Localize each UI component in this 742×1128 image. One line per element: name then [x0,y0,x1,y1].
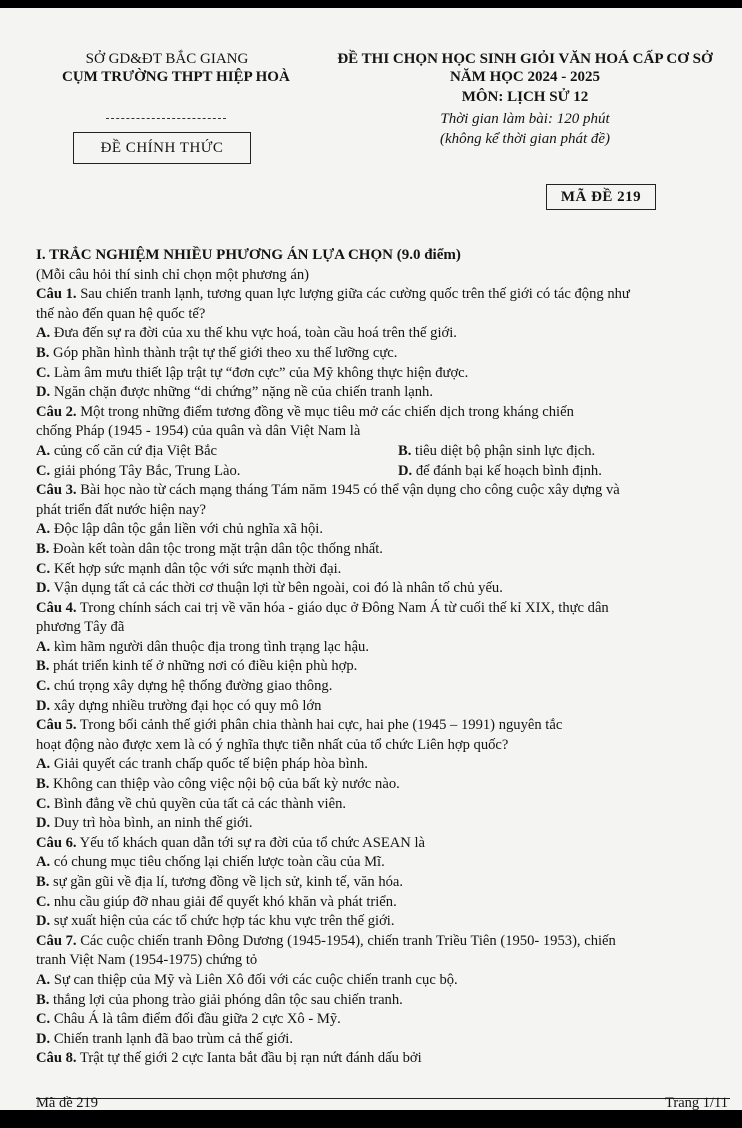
answer-option [398,442,595,462]
option-text: Bình đẳng về chủ quyền của tất cả các thành viên. [50,795,347,812]
footer-divider [36,1098,730,1099]
option-text: Vận dụng tất cả các thời cơ thuận lợi từ bên ngoài, coi đó là nhân tố chủ yếu. [50,580,503,597]
question-text: Yếu tố khách quan dẫn tới sự ra đời của tổ chức ASEAN là [76,834,425,851]
exam-body [36,246,730,1069]
cluster-name: CỤM TRƯỜNG THPT HIỆP HOÀ [62,69,290,85]
answer-option [36,383,730,403]
question-stem-continued [36,618,730,638]
exam-time: Thời gian làm bài: 120 phút [440,111,610,127]
question-text: phát triển đất nước hiện nay? [36,501,207,518]
option-text: thắng lợi của phong trào giải phóng dân tộc sau chiến tranh. [49,991,403,1008]
question-number: Câu 3. [36,482,77,499]
answer-option [36,873,730,893]
question-text: phương Tây đã [36,619,125,636]
option-letter: D. [36,1030,51,1047]
option-letter: D. [36,913,51,930]
exam-code: MÃ ĐỀ 219 [560,188,642,205]
question-stem [36,834,730,854]
option-letter: C. [36,678,51,695]
option-text: chú trọng xây dựng hệ thống đường giao thông. [50,678,333,695]
option-letter: B. [36,991,50,1008]
option-letter: B. [36,344,50,361]
divider-dashed [106,118,226,119]
answer-option [36,912,730,932]
question-stem [36,1049,730,1069]
question-number: Câu 4. [36,599,77,616]
answer-option [36,775,730,795]
answer-option [36,1010,730,1030]
option-letter: D. [36,580,51,597]
option-letter: C. [36,462,51,479]
exam-time-note: (không kể thời gian phát đề) [439,131,611,147]
option-text: Châu Á là tâm điểm đối đầu giữa 2 cực Xô - Mỹ. [50,1011,341,1028]
answer-option [36,657,730,677]
answer-option [36,579,730,599]
option-text: tiêu diệt bộ phận sinh lực địch. [411,442,596,459]
answer-option [36,560,730,580]
question-text: Các cuộc chiến tranh Đông Dương (1945-1954), chiến tranh Triều Tiên (1950- 1953), chiến [76,932,616,949]
exam-page [0,8,742,1110]
answer-option [36,324,730,344]
answer-option [36,971,730,991]
answer-option [36,1030,730,1050]
option-text: giải phóng Tây Bắc, Trung Lào. [50,462,241,479]
option-letter: B. [36,658,50,675]
question-text: Bài học nào từ cách mạng tháng Tám năm 1945 có thể vận dụng cho công cuộc xây dựng và [76,482,620,499]
option-text: có chung mục tiêu chống lại chiến lược toàn cầu của Mĩ. [50,854,385,871]
question-stem [36,403,730,423]
question-number: Câu 6. [36,834,77,851]
option-text: xây dựng nhiều trường đại học có quy mô lớn [50,697,322,714]
option-letter: A. [36,756,51,773]
answer-option [36,814,730,834]
question-text: Trật tự thế giới 2 cực Ianta bắt đầu bị rạn nứt đánh dấu bởi [76,1050,422,1067]
answer-option [36,755,730,775]
exam-title: ĐỀ THI CHỌN HỌC SINH GIỎI VĂN HOÁ CẤP CƠ SỞ [337,51,713,67]
answer-option-row [36,442,730,462]
subject: MÔN: LỊCH SỬ 12 [461,89,589,105]
question-number: Câu 1. [36,286,77,303]
answer-option [36,344,730,364]
question-stem-continued [36,501,730,521]
answer-option [36,893,730,913]
question-text: Trong chính sách cai trị về văn hóa - giáo dục ở Đông Nam Á từ cuối thế kỉ XIX, thực dân [76,599,609,616]
option-text: sự gần gũi về địa lí, tương đồng về lịch sử, kinh tế, văn hóa. [49,874,404,890]
footer-page-number: Trang 1/11 [665,1095,728,1110]
question-stem-continued [36,305,730,325]
answer-option [36,677,730,697]
answer-option [36,991,730,1011]
option-text: Làm âm mưu thiết lập trật tự “đơn cực” của Mỹ không thực hiện được. [50,364,469,381]
answer-option-row [36,462,730,482]
option-letter: D. [36,697,51,714]
option-letter: D. [398,462,413,479]
option-letter: A. [36,854,51,871]
question-stem-continued [36,951,730,971]
option-letter: C. [36,364,51,381]
question-text: Một trong những điểm tương đồng về mục tiêu mở các chiến dịch trong kháng chiến [76,403,574,420]
option-text: Đưa đến sự ra đời của xu thế khu vực hoá, toàn cầu hoá trên thế giới. [50,325,457,342]
option-text: Góp phần hình thành trật tự thế giới theo xu thế lưỡng cực. [49,344,398,361]
option-letter: B. [36,874,50,890]
school-year: NĂM HỌC 2024 - 2025 [450,69,600,85]
answer-option [36,520,730,540]
option-letter: C. [36,795,51,812]
section-title: I. TRẮC NGHIỆM NHIỀU PHƯƠNG ÁN LỰA CHỌN (9.0 điểm) [36,247,461,263]
exam-code-box [546,184,656,210]
footer-exam-code: Mã đề 219 [36,1095,99,1110]
question-text: hoạt động nào được xem là có ý nghĩa thực tiễn nhất của tổ chức Liên hợp quốc? [36,736,509,753]
option-text: sự xuất hiện của các tổ chức hợp tác khu vực trên thế giới. [50,913,395,930]
option-letter: C. [36,560,51,577]
option-letter: C. [36,893,51,910]
question-stem [36,716,730,736]
option-text: kìm hãm người dân thuộc địa trong tình trạng lạc hậu. [50,638,369,655]
option-text: củng cố căn cứ địa Việt Bắc [50,442,218,459]
option-text: Kết hợp sức mạnh dân tộc với sức mạnh thời đại. [50,560,342,577]
answer-option [36,795,730,815]
question-number: Câu 7. [36,932,77,949]
option-text: Đoàn kết toàn dân tộc trong mặt trận dân tộc thống nhất. [49,540,383,557]
option-letter: C. [36,1011,51,1028]
option-text: Không can thiệp vào công việc nội bộ của bất kỳ nước nào. [49,776,400,793]
option-letter: A. [36,521,51,538]
option-text: Chiến tranh lạnh đã bao trùm cả thế giới. [50,1030,293,1047]
answer-option [36,638,730,658]
question-text: Trong bối cảnh thế giới phân chia thành hai cực, hai phe (1945 – 1991) nguyên tắc [76,717,563,734]
answer-option [36,540,730,560]
question-list [36,285,730,1069]
question-number: Câu 5. [36,717,77,734]
option-letter: A. [36,325,51,342]
option-letter: B. [398,442,412,459]
question-text: tranh Việt Nam (1954-1975) chứng tỏ [36,952,258,969]
option-letter: B. [36,776,50,793]
section-instruction: (Mỗi câu hỏi thí sinh chỉ chọn một phương án) [36,266,310,283]
question-stem-continued [36,736,730,756]
option-letter: D. [36,815,51,832]
option-letter: D. [36,384,51,401]
question-text: Sau chiến tranh lạnh, tương quan lực lượng giữa các cường quốc trên thế giới có tác động như [76,286,630,303]
option-text: để đánh bại kế hoạch bình định. [412,462,602,479]
option-text: Độc lập dân tộc gắn liền với chủ nghĩa xã hội. [50,521,323,538]
question-stem [36,932,730,952]
answer-option [36,853,730,873]
option-text: Ngăn chặn được những “di chứng” nặng nề của chiến tranh lạnh. [50,384,433,401]
question-stem [36,481,730,501]
question-stem-continued [36,422,730,442]
answer-option [36,462,398,482]
answer-option [36,697,730,717]
option-text: nhu cầu giúp đỡ nhau giải để quyết khó khăn và phát triển. [50,893,397,910]
option-letter: A. [36,971,51,988]
official-exam-box [73,132,251,164]
answer-option [36,442,398,462]
answer-option [398,462,602,482]
department-name: SỞ GD&ĐT BẮC GIANG [85,51,249,67]
question-text: thế nào đến quan hệ quốc tế? [36,305,206,322]
question-number: Câu 8. [36,1050,77,1067]
question-number: Câu 2. [36,403,77,420]
option-letter: B. [36,540,50,557]
option-text: phát triển kinh tế ở những nơi có điều kiện phù hợp. [49,658,358,675]
option-text: Giải quyết các tranh chấp quốc tế biện pháp hòa bình. [50,756,368,773]
option-letter: A. [36,638,51,655]
question-text: chống Pháp (1945 - 1954) của quân và dân Việt Nam là [36,423,361,440]
option-text: Sự can thiệp của Mỹ và Liên Xô đối với các cuộc chiến tranh cục bộ. [50,971,458,988]
question-stem [36,285,730,305]
option-text: Duy trì hòa bình, an ninh thế giới. [50,815,253,832]
question-stem [36,599,730,619]
option-letter: A. [36,442,51,459]
answer-option [36,364,730,384]
official-label: ĐỀ CHÍNH THỨC [100,139,224,156]
